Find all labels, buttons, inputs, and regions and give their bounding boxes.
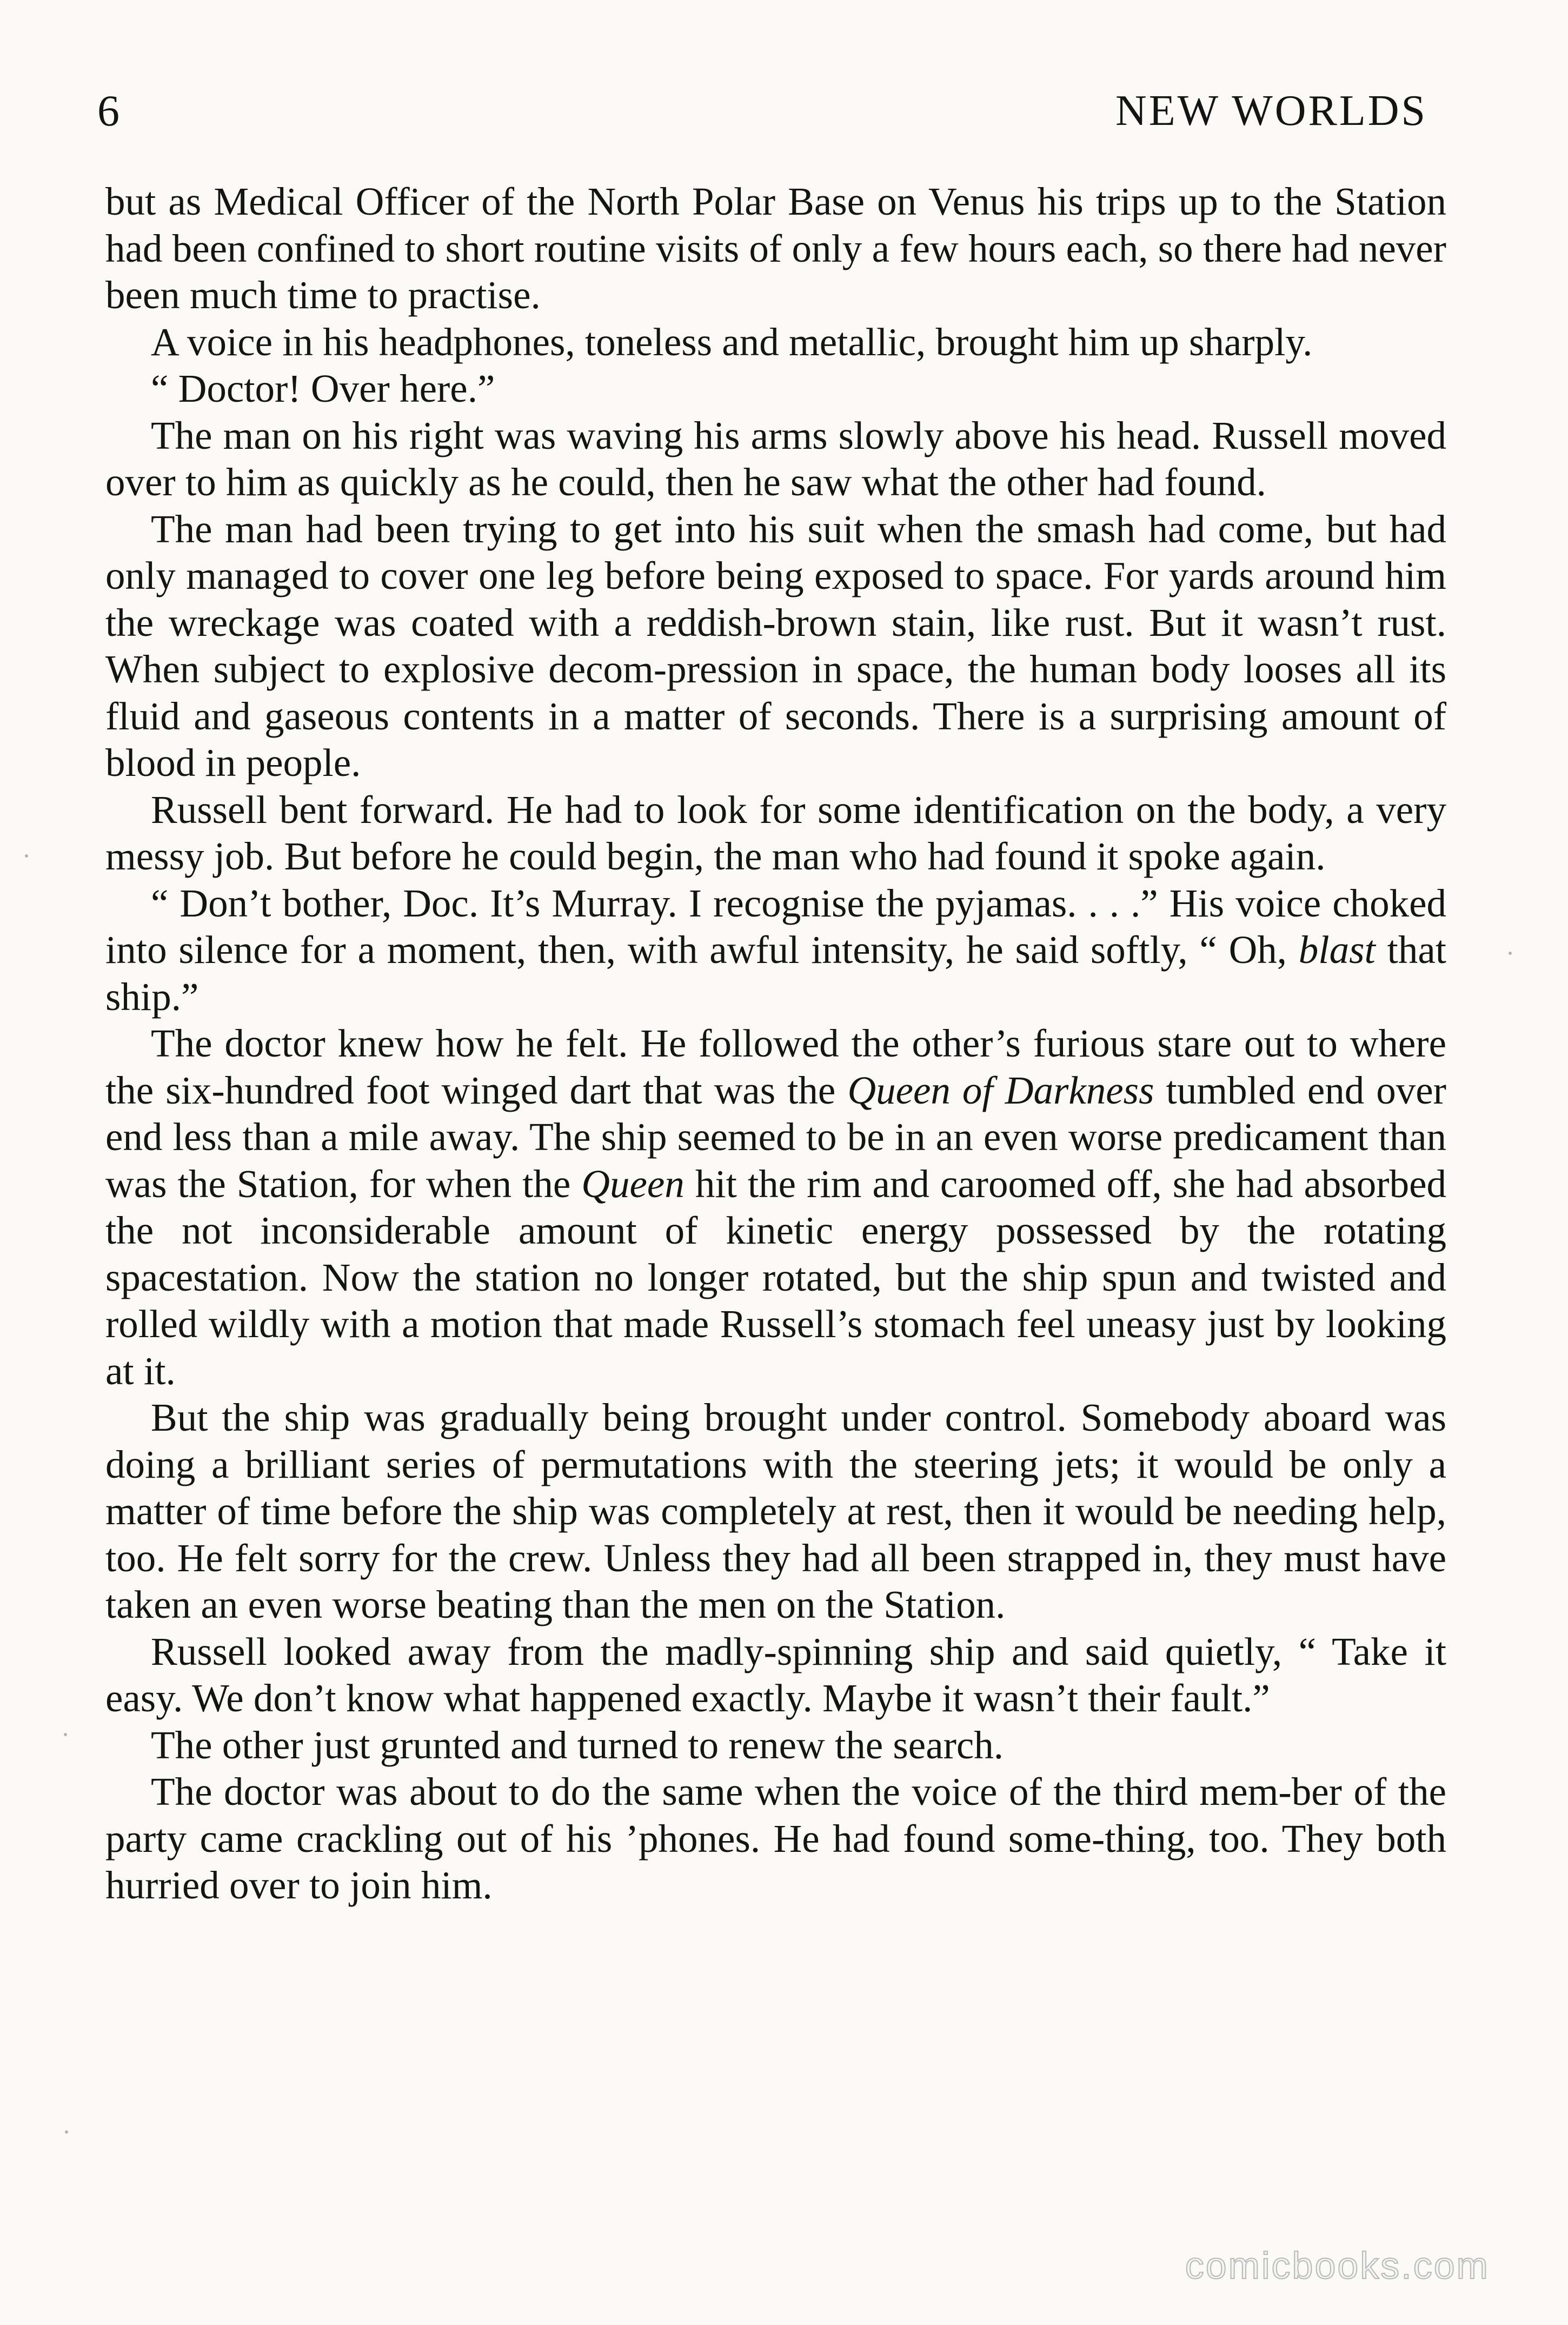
paragraph: But the ship was gradually being brought under control. Somebody aboard was doing a brilliant series of permutations with the steering jets; it would be only a matter of time before the ship was completely at rest, then it would be needing help, too. He felt sorry for the crew. Unless they had all been strapped in, they must have taken an even worse beating than the men on the Station.: [105, 1396, 1446, 1626]
paragraph: The man on his right was waving his arms slowly above his head. Russell moved over to him as quickly as he could, then he saw what the other had found.: [105, 413, 1446, 504]
paragraph-ship: [105, 1020, 1446, 1394]
paragraph: “ Doctor! Over here.”: [151, 367, 495, 410]
paragraph: The doctor was about to do the same when the voice of the third mem-ber of the party came crackling out of his ’phones. He had found some-thing, too. They both hurried over to join him.: [105, 1770, 1446, 1907]
text-run: The doctor knew how he felt. He followed the other’s furious stare out to where the six-hundred foot winged dart that was the: [105, 1021, 1446, 1112]
text-run: that ship.”: [105, 928, 1446, 1019]
paragraph: A voice in his headphones, toneless and metallic, brought him up sharply.: [151, 320, 1313, 364]
print-speck: [25, 854, 28, 858]
print-speck: [1509, 952, 1512, 955]
paragraph: Russell looked away from the madly-spinning ship and said quietly, “ Take it easy. We don’t know what happened exactly. Maybe it wasn’t their fault.”: [105, 1629, 1446, 1720]
text-run: tumbled end over end less than a mile away. The ship seemed to be in an even worse predicament than was the Station, for when the: [105, 1068, 1446, 1206]
paragraph: but as Medical Officer of the North Polar Base on Venus his trips up to the Station had been confined to short routine visits of only a few hours each, so there had never been much time to practise.: [105, 180, 1446, 317]
text-run: “ Don’t bother, Doc. It’s Murray. I recognise the pyjamas. . . .” His voice choked into silence for a moment, then, with awful intensity, he said softly, “ Oh,: [105, 881, 1446, 972]
ship-name: Queen of Darkness: [847, 1068, 1154, 1112]
page-number: 6: [97, 86, 121, 135]
emphasis: blast: [1298, 928, 1376, 972]
paragraph: The other just grunted and turned to renew the search.: [151, 1723, 1004, 1767]
text-run: hit the rim and caroomed off, she had absorbed the not inconsiderable amount of kinetic energy possessed by the rotating spacestation. Now the station no longer rotated, but the ship spun and twisted and rolled wildly with a motion that made Russell’s stomach feel uneasy just by looking at it.: [105, 1161, 1446, 1393]
running-head: NEW WORLDS: [1115, 87, 1427, 135]
watermark: comicbooks.com: [1185, 2244, 1490, 2287]
paragraph: The man had been trying to get into his suit when the smash had come, but had only managed to cover one leg before being exposed to space. For yards around him the wreckage was coated with a reddish-brown stain, like rust. But it wasn’t rust. When subject to explosive decom-pression in space, the human body looses all its fluid and gaseous contents in a matter of seconds. There is a surprising amount of blood in people.: [105, 507, 1446, 785]
page-header: [97, 81, 1427, 141]
story-text: [105, 178, 1446, 1909]
paragraph-murray: [105, 880, 1446, 1021]
print-speck: [64, 1733, 67, 1736]
ship-name-short: Queen: [581, 1161, 685, 1206]
print-speck: [65, 2130, 68, 2134]
paragraph: Russell bent forward. He had to look for some identification on the body, a very messy job. But before he could begin, the man who had found it spoke again.: [105, 787, 1446, 878]
